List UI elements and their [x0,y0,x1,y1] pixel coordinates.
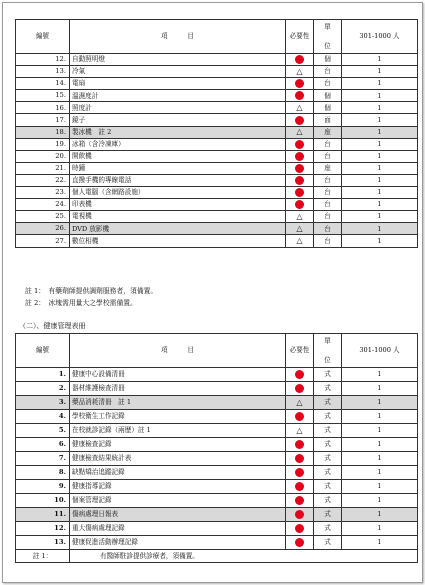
row-required [286,150,314,162]
row-required [286,187,314,199]
table-row [16,508,418,522]
table-row [16,162,418,174]
row-count: 1 [342,396,418,410]
row-count: 1 [342,424,418,438]
row-unit: 式 [314,466,342,480]
row-required [286,162,314,174]
row-item: 溫濕度計 [70,90,286,102]
triangle-icon: △ [296,102,303,112]
red-circle-icon [295,140,304,149]
health-records-table-body [16,368,418,550]
row-item: 器材維護檢查清冊 [70,382,286,396]
triangle-icon: △ [296,235,303,245]
row-unit: 個 [314,54,342,66]
row-required [286,235,314,247]
row-item: 自動照明燈 [70,54,286,66]
triangle-icon: △ [296,211,303,221]
health-records-table [15,333,418,563]
red-circle-icon [295,482,304,491]
row-number: 25. [16,211,70,223]
row-unit: 台 [314,199,342,211]
table-row [16,424,418,438]
red-circle-icon [295,496,304,505]
row-count: 1 [342,410,418,424]
row-unit: 個 [314,90,342,102]
header-unit: 單 位 [314,334,342,368]
table2-note-label: 註 1： [16,550,70,563]
row-number: 17. [16,114,70,126]
row-count: 1 [342,480,418,494]
row-number: 15. [16,90,70,102]
row-unit: 式 [314,494,342,508]
row-number: 8. [16,466,70,480]
row-unit: 式 [314,438,342,452]
table-row [16,536,418,550]
row-item: 電視機 [70,211,286,223]
row-item: 藥品消耗清冊 註 1 [70,396,286,410]
red-circle-icon [295,176,304,185]
row-count: 1 [342,102,418,114]
row-unit: 式 [314,508,342,522]
row-unit: 式 [314,382,342,396]
row-unit: 台 [314,150,342,162]
document-page [2,2,423,583]
red-circle-icon [295,79,304,88]
row-count: 1 [342,174,418,186]
row-number: 23. [16,187,70,199]
section-title: （二）、健康管理表冊 [19,322,86,330]
row-item: 開飲機 [70,150,286,162]
red-circle-icon [295,55,304,64]
red-circle-icon [295,538,304,547]
row-number: 16. [16,102,70,114]
row-count: 1 [342,211,418,223]
note-1: 註 1： 有藥劑師提供調劑服務者，須備置。 [25,287,158,295]
header-required: 必要性 [286,334,314,368]
table-row [16,438,418,452]
row-item: 健康檢查結果統計表 [70,452,286,466]
row-required [286,138,314,150]
row-item: 學校衛生工作記錄 [70,410,286,424]
row-number: 12. [16,54,70,66]
row-unit: 個 [314,102,342,114]
row-unit: 台 [314,78,342,90]
red-circle-icon [295,152,304,161]
row-required [286,382,314,396]
row-number: 4. [16,410,70,424]
red-circle-icon [295,412,304,421]
equipment-table [15,19,418,248]
row-required [286,199,314,211]
row-unit: 台 [314,235,342,247]
table-row [16,138,418,150]
row-required [286,368,314,382]
row-number: 7. [16,452,70,466]
row-item: 個案管理記錄 [70,494,286,508]
red-circle-icon [295,91,304,100]
triangle-icon: △ [296,397,303,407]
table-row [16,114,418,126]
row-required [286,54,314,66]
row-item: 電扇 [70,78,286,90]
row-item: 健康中心設備清冊 [70,368,286,382]
row-item: 重大傷病處理記錄 [70,522,286,536]
row-unit: 座 [314,162,342,174]
row-count: 1 [342,438,418,452]
table-row [16,480,418,494]
row-unit: 台 [314,66,342,78]
table-row [16,187,418,199]
row-count: 1 [342,223,418,235]
table-row [16,174,418,186]
table-row [16,235,418,247]
table-row [16,494,418,508]
table-row [16,368,418,382]
red-circle-icon [295,384,304,393]
table-row [16,54,418,66]
row-count: 1 [342,187,418,199]
row-required [286,102,314,114]
triangle-icon: △ [296,66,303,76]
table-row [16,150,418,162]
row-number: 26. [16,223,70,235]
red-circle-icon [295,510,304,519]
red-circle-icon [295,188,304,197]
row-item: 個人電腦（含網路設施） [70,187,286,199]
row-required [286,438,314,452]
red-circle-icon [295,116,304,125]
row-required [286,396,314,410]
row-required [286,522,314,536]
row-unit: 台 [314,187,342,199]
row-required [286,126,314,138]
row-number: 22. [16,174,70,186]
row-count: 1 [342,452,418,466]
row-unit: 式 [314,424,342,438]
row-number: 27. [16,235,70,247]
table-row [16,452,418,466]
row-item: 印表機 [70,199,286,211]
row-required [286,508,314,522]
row-count: 1 [342,508,418,522]
row-unit: 式 [314,396,342,410]
red-circle-icon [295,370,304,379]
row-count: 1 [342,150,418,162]
note-2: 註 2： 冰塊需用量大之學校需備置。 [25,299,137,307]
row-number: 12. [16,522,70,536]
row-unit: 台 [314,211,342,223]
row-count: 1 [342,114,418,126]
row-count: 1 [342,78,418,90]
row-count: 1 [342,494,418,508]
row-number: 21. [16,162,70,174]
table-row [16,211,418,223]
row-number: 13. [16,66,70,78]
table-row [16,199,418,211]
row-required [286,494,314,508]
row-unit: 式 [314,522,342,536]
row-required [286,410,314,424]
table-row [16,90,418,102]
row-required [286,536,314,550]
row-item: 冰箱（含冷凍庫） [70,138,286,150]
red-circle-icon [295,200,304,209]
row-unit: 座 [314,126,342,138]
row-count: 1 [342,522,418,536]
row-count: 1 [342,382,418,396]
row-unit: 式 [314,452,342,466]
row-required [286,223,314,235]
row-unit: 式 [314,536,342,550]
triangle-icon: △ [296,425,303,435]
red-circle-icon [295,468,304,477]
row-number: 5. [16,424,70,438]
header-item: 項 目 [70,334,286,368]
row-item: 照度計 [70,102,286,114]
row-item: 傷病處理日報表 [70,508,286,522]
row-number: 2. [16,382,70,396]
header-required: 必要性 [286,20,314,54]
header-unit: 單 位 [314,20,342,54]
row-item: 冷氣 [70,66,286,78]
row-required [286,211,314,223]
table-row [16,522,418,536]
row-item: 時鐘 [70,162,286,174]
table-row [16,466,418,480]
row-item: 鏡子 [70,114,286,126]
table-row [16,396,418,410]
header-no: 編號 [16,20,70,54]
row-number: 1. [16,368,70,382]
row-unit: 台 [314,223,342,235]
row-required [286,452,314,466]
red-circle-icon [295,164,304,173]
table2-note-text: 有醫師駐診提供診療者，須備置。 [70,550,418,563]
row-count: 1 [342,536,418,550]
red-circle-icon [295,524,304,533]
row-count: 1 [342,66,418,78]
row-item: 健康促進活動辦理記錄 [70,536,286,550]
row-count: 1 [342,368,418,382]
row-required [286,424,314,438]
red-circle-icon [295,454,304,463]
row-item: 在校就診記錄（兩歷）註 1 [70,424,286,438]
table-row [16,382,418,396]
row-required [286,78,314,90]
row-unit: 台 [314,174,342,186]
row-number: 18. [16,126,70,138]
equipment-table-body [16,54,418,248]
row-item: 健康指導記錄 [70,480,286,494]
row-count: 1 [342,54,418,66]
triangle-icon: △ [296,223,303,233]
row-count: 1 [342,126,418,138]
row-number: 11. [16,508,70,522]
row-required [286,174,314,186]
row-unit: 式 [314,368,342,382]
row-required [286,114,314,126]
table-row [16,126,418,138]
row-number: 3. [16,396,70,410]
triangle-icon: △ [296,127,303,137]
row-count: 1 [342,138,418,150]
row-count: 1 [342,199,418,211]
table-row [16,102,418,114]
row-number: 10. [16,494,70,508]
row-item: 製冰機 註 2 [70,126,286,138]
header-no: 編號 [16,334,70,368]
red-circle-icon [295,440,304,449]
row-count: 1 [342,466,418,480]
row-unit: 式 [314,480,342,494]
row-required [286,466,314,480]
row-number: 13. [16,536,70,550]
row-item: 健康檢查記錄 [70,438,286,452]
row-number: 6. [16,438,70,452]
row-number: 14. [16,78,70,90]
row-count: 1 [342,90,418,102]
header-count: 301-1000 人 [342,334,418,368]
row-item: 缺點矯治追蹤記錄 [70,466,286,480]
row-item: 直撥手機的專線電話 [70,174,286,186]
header-item: 項 目 [70,20,286,54]
row-unit: 面 [314,114,342,126]
header-count: 301-1000 人 [342,20,418,54]
table-row [16,78,418,90]
row-count: 1 [342,235,418,247]
row-item: DVD 放影機 [70,223,286,235]
table-row [16,223,418,235]
row-required [286,66,314,78]
row-count: 1 [342,162,418,174]
table-row [16,66,418,78]
row-unit: 台 [314,138,342,150]
row-required [286,480,314,494]
row-number: 20. [16,150,70,162]
row-number: 9. [16,480,70,494]
table-row [16,410,418,424]
row-number: 24. [16,199,70,211]
row-number: 19. [16,138,70,150]
row-unit: 式 [314,410,342,424]
row-item: 數位相機 [70,235,286,247]
row-required [286,90,314,102]
